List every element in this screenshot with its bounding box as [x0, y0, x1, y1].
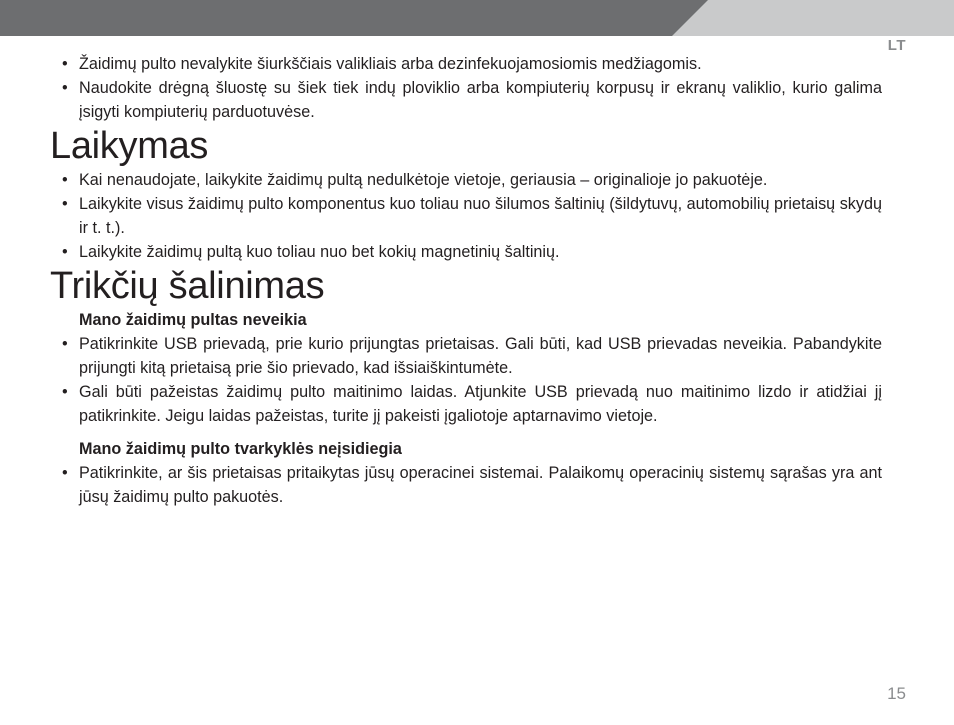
- problem-heading: Mano žaidimų pultas neveikia: [79, 311, 307, 329]
- problem-heading: Mano žaidimų pulto tvarkyklės neįsidiegia: [79, 440, 402, 458]
- section-title-troubleshooting: Trikčių šalinimas: [50, 265, 325, 307]
- intro-bullet-list: [50, 52, 882, 124]
- list-item: • Naudokite drėgną šluostę su šiek tiek indų ploviklio arba kompiuterių korpusų ir ekranų valiklio, kurio galima įsigyti kompiuterių parduotuvėse.: [50, 76, 882, 124]
- section-title-storage: Laikymas: [50, 125, 209, 167]
- list-item: • Kai nenaudojate, laikykite žaidimų pultą nedulkėtoje vietoje, geriausia – originalioje jo pakuotėje.: [50, 168, 882, 192]
- list-item: • Patikrinkite, ar šis prietaisas pritaikytas jūsų operacinei sistemai. Palaikomų operacinių sistemų sąrašas yra ant jūsų žaidimų pulto pakuotės.: [50, 461, 882, 509]
- problem2-bullet-list: [50, 461, 882, 509]
- list-item: • Patikrinkite USB prievadą, prie kurio prijungtas prietaisas. Gali būti, kad USB prievadas neveikia. Pabandykite prijungti kitą prietaisą prie šio prievado, kad išsiaiškintumėte.: [50, 332, 882, 380]
- list-item: • Gali būti pažeistas žaidimų pulto maitinimo laidas. Atjunkite USB prievadą nuo maitinimo lizdo ir atidžiai jį patikrinkite. Jeigu laidas pažeistas, turite jį pakeisti įgaliotoje aptarnavimo vietoje.: [50, 380, 882, 428]
- problem1-bullet-list: [50, 332, 882, 428]
- page-number: 15: [887, 684, 906, 703]
- list-item: • Laikykite žaidimų pultą kuo toliau nuo bet kokių magnetinių šaltinių.: [50, 240, 882, 264]
- list-item: • Laikykite visus žaidimų pulto komponentus kuo toliau nuo šilumos šaltinių (šildytuvų, automobilių prietaisų skydų ir t. t.).: [50, 192, 882, 240]
- language-tag: LT: [887, 37, 906, 54]
- storage-bullet-list: [50, 168, 882, 264]
- list-item: • Žaidimų pulto nevalykite šiurkščiais valikliais arba dezinfekuojamosiomis medžiagomis.: [50, 52, 882, 76]
- page-content: [50, 52, 882, 509]
- header-band: [0, 0, 954, 36]
